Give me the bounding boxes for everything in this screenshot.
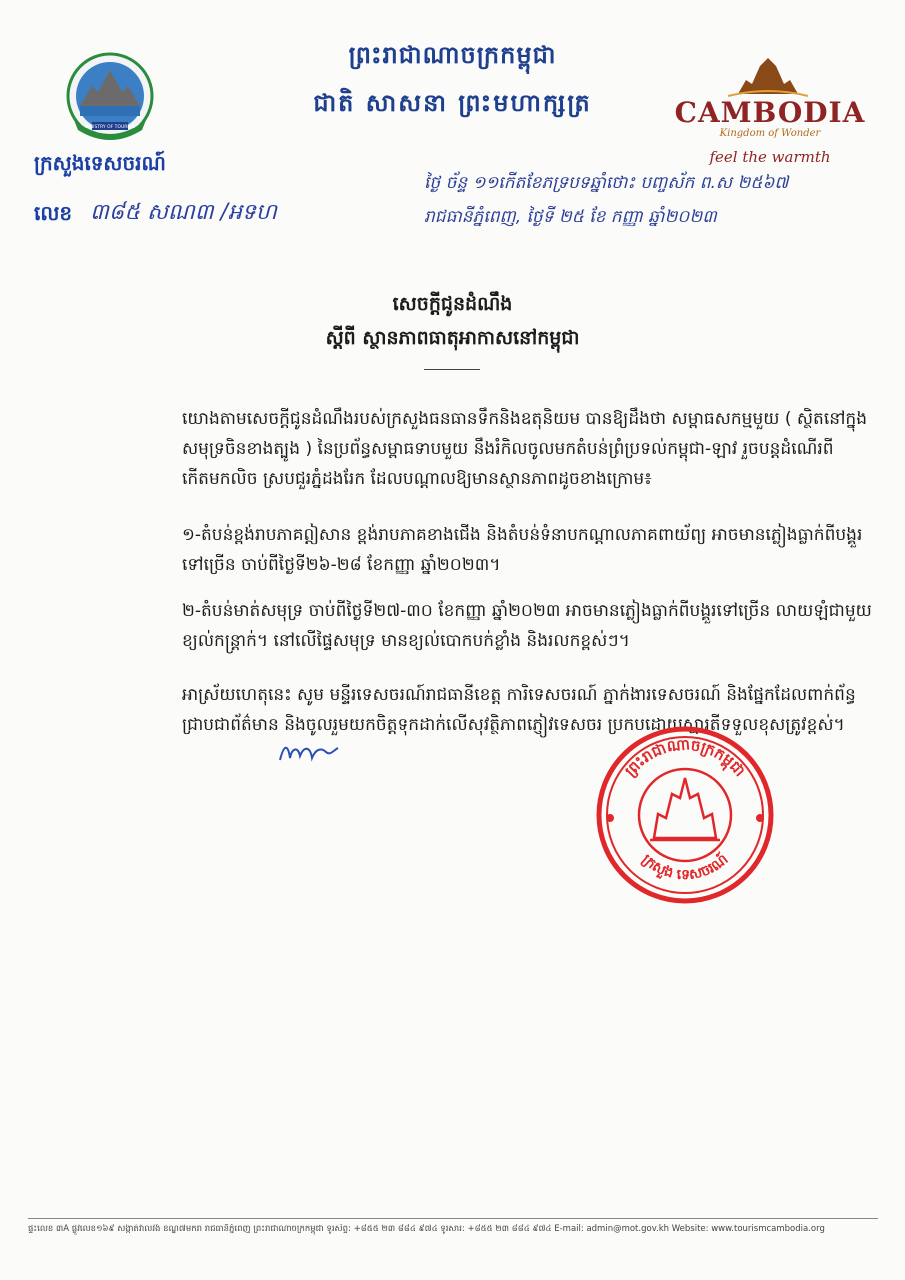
footer-address: ផ្ទះលេខ ៣A ផ្លូវលេខ១៦៩ សង្កាត់វាលវង់ ខណ្ឌ៧មករា រាជធានីភ្នំពេញ ព្រះរាជាណាចក្រកម្ពុជា ទូរស័ព្ទ: +៨៥៥ ២៣ ៨៨៤ ៩៧៤ ទូរសារ: +៨៥៥ ២៣ ៨៨៤ ៩៧៤ E-mail: admin@mot.gov.kh Website: www.tourismcambodia.org <box>28 1224 825 1234</box>
official-seal <box>590 720 780 910</box>
brand-wordmark: CAMBODIA <box>674 96 866 129</box>
reference-label: លេខ <box>34 201 73 225</box>
lunar-date: ថ្ងៃ ច័ន្ទ ១១កើតខែភទ្របទឆ្នាំថោះ បញ្ចស័ក ព.ស ២៥៦៧ <box>424 173 789 193</box>
paragraph-intro: យោងតាមសេចក្ដីជូនដំណឹងរបស់ក្រសួងធនធានទឹកនិងឧតុនិយម បានឱ្យដឹងថា សម្ពាធសកម្មមួយ ( ស្ថិតនៅក្នុងសមុទ្រចិនខាងត្បូង ) នៃប្រព័ន្ធសម្ពាធទាបមួយ នឹងរំកិលចូលមកតំបន់ព្រំប្រទល់កម្ពុជា-ឡាវ រួចបន្តដំណើរពីកើតមកលិច ស្របជួរភ្នំដងរែក ដែលបណ្ដាលឱ្យមានស្ថានភាពដូចខាងក្រោម៖ <box>182 409 868 489</box>
divider <box>424 369 480 370</box>
brand-slogan: feel the warmth <box>709 148 831 166</box>
footer-divider <box>28 1218 878 1219</box>
kingdom-title: ព្រះរាជាណាចក្រកម្ពុជា <box>348 40 557 69</box>
signature <box>274 738 344 768</box>
seal-outer-text: ព្រះរាជាណាចក្រកម្ពុជា <box>621 735 749 781</box>
kingdom-motto: ជាតិ សាសនា ព្រះមហាក្សត្រ <box>313 88 592 117</box>
ministry-name: ក្រសួងទេសចរណ៍ <box>34 151 166 175</box>
ministry-of-tourism-logo <box>62 50 158 146</box>
solar-date: រាជធានីភ្នំពេញ, ថ្ងៃទី ២៥ ខែ កញ្ញា ឆ្នាំ២០២៣ <box>424 207 717 227</box>
brand-tagline: Kingdom of Wonder <box>719 128 821 139</box>
paragraph-item-1: ១-តំបន់ខ្ពង់រាបភាគឦសាន ខ្ពង់រាបភាគខាងជើង និងតំបន់ទំនាបកណ្ដាលភាគពាយ័ព្យ អាចមានភ្លៀងធ្លាក់ពីបង្គួរទៅច្រើន ចាប់ពីថ្ងៃទី២៦-២៨ ខែកញ្ញា ឆ្នាំ២០២៣។ <box>182 525 863 575</box>
seal-inner-text: ក្រសួង ទេសចរណ៍ <box>638 851 732 884</box>
notice-subject: ស្ដីពី ស្ថានភាពធាតុអាកាសនៅកម្ពុជា <box>325 327 580 349</box>
paragraph-closing: អាស្រ័យហេតុនេះ សូម មន្ទីរទេសចរណ៍រាជធានីខេត្ត ការិទេសចរណ៍ ភ្នាក់ងារទេសចរណ៍ និងផ្នែកដែលពាក់ព័ន្ធ ជ្រាបជាព័ត៌មាន និងចូលរួមយកចិត្តទុកដាក់លើសុវត្ថិភាពភ្ញៀវទេសចរ ប្រកបដោយស្មារតីទទួលខុសត្រូវខ្ពស់។ <box>182 685 856 735</box>
ministry-logo-text: MINISTRY OF TOURISM <box>84 125 136 130</box>
paragraph-item-2: ២-តំបន់មាត់សមុទ្រ ចាប់ពីថ្ងៃទី២៧-៣០ ខែកញ្ញា ឆ្នាំ២០២៣ អាចមានភ្លៀងធ្លាក់ពីបង្គួរទៅច្រើន លាយឡំជាមួយខ្យល់កន្ត្រាក់។ នៅលើផ្ទៃសមុទ្រ មានខ្យល់បោកបក់ខ្លាំង និងរលកខ្ពស់ៗ។ <box>182 601 872 651</box>
notice-title: សេចក្ដីជូនដំណឹង <box>392 293 513 315</box>
reference-number: ៣៨៥ សណ៣ /អទហ <box>90 200 277 225</box>
